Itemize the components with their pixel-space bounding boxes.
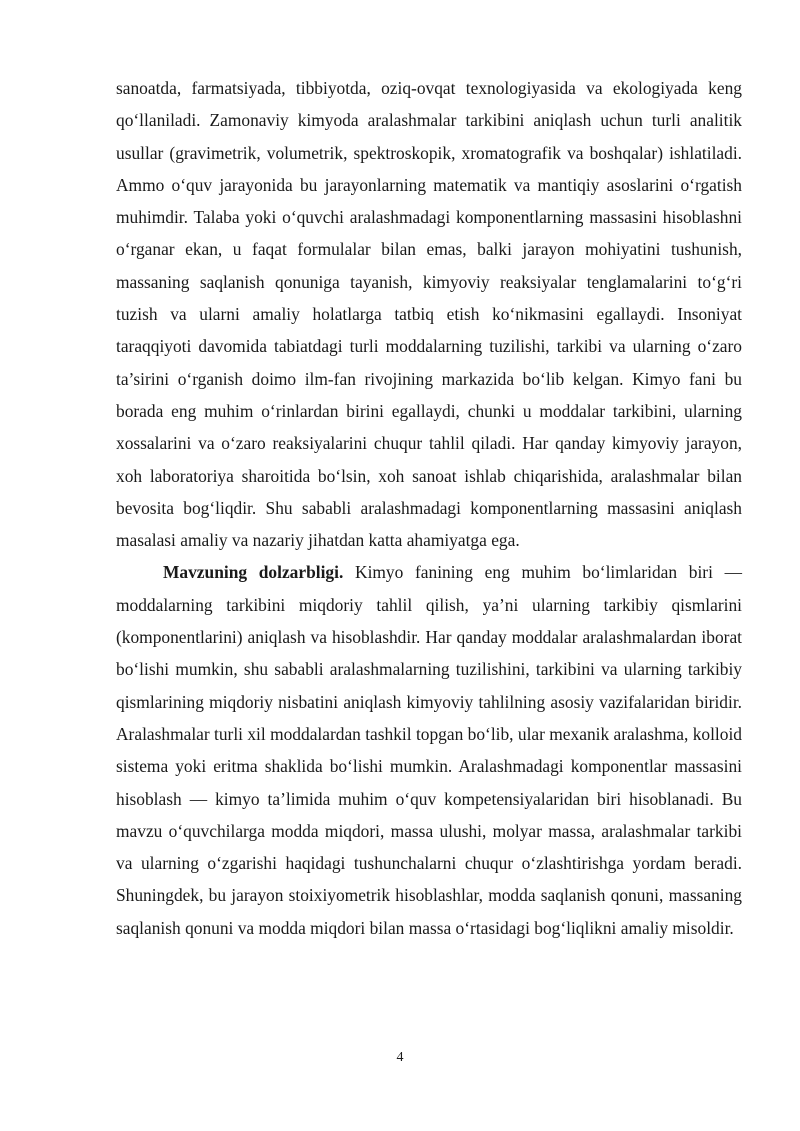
- paragraph-relevance-body: Kimyo fanining eng muhim bo‘limlaridan biri — moddalarning tarkibini miqdoriy tahlil qilish, ya’ni ularning tarkibiy qismlarini (komponentlarini) aniqlash va hisoblashdir. Har qanday moddalar aralashmalardan iborat bo‘lishi mumkin, shu sababli aralashmalarning tuzilishini, tarkibini va ularning tarkibiy qismlarining miqdoriy nisbatini aniqlash kimyoviy tahlilning asosiy vazifalaridan biridir. Aralashmalar turli xil moddalardan tashkil topgan bo‘lib, ular mexanik aralashma, kolloid sistema yoki eritma shaklida bo‘lishi mumkin. Aralashmadagi komponentlar massasini hisoblash — kimyo ta’limida muhim o‘quv kompetensiyalaridan biri hisoblanadi. Bu mavzu o‘quvchilarga modda miqdori, massa ulushi, molyar massa, aralashmalar tarkibi va ularning o‘zgarishi haqidagi tushunchalarni chuqur o‘zlashtirishga yordam beradi. Shuningdek, bu jarayon stoixiyometrik hisoblashlar, modda saqlanish qonuni, massaning saqlanish qonuni va modda miqdori bilan massa o‘rtasidagi bog‘liqlikni amaliy misoldir.: [116, 562, 742, 938]
- paragraph-relevance: [116, 556, 742, 944]
- section-lead-heading: Mavzuning dolzarbligi.: [163, 562, 344, 583]
- page-number: 4: [396, 1050, 404, 1065]
- paragraph-continuation: sanoatda, farmatsiyada, tibbiyotda, oziq-ovqat texnologiyasida va ekologiyada keng qo‘llaniladi. Zamonaviy kimyoda aralashmalar tarkibini aniqlash uchun turli analitik usullar (gravimetrik, volumetrik, spektroskopik, xromatografik va boshqalar) ishlatiladi. Ammo o‘quv jarayonida bu jarayonlarning matematik va mantiqiy asoslarini o‘rgatish muhimdir. Talaba yoki o‘quvchi aralashmadagi komponentlarning massasini hisoblashni o‘rganar ekan, u faqat formulalar bilan emas, balki jarayon mohiyatini tushunish, massaning saqlanish qonuniga tayanish, kimyoviy reaksiyalar tenglamalarini to‘g‘ri tuzish va ularni amaliy holatlarga tatbiq etish ko‘nikmasini egallaydi. Insoniyat taraqqiyoti davomida tabiatdagi turli moddalarning tuzilishi, tarkibi va ularning o‘zaro ta’sirini o‘rganish doimo ilm-fan rivojining markazida bo‘lib kelgan. Kimyo fani bu borada eng muhim o‘rinlardan birini egallaydi, chunki u moddalar tarkibini, ularning xossalarini va o‘zaro reaksiyalarini chuqur tahlil qiladi. Har qanday kimyoviy jarayon, xoh laboratoriya sharoitida bo‘lsin, xoh sanoat ishlab chiqarishida, aralashmalar bilan bevosita bog‘liqdir. Shu sababli aralashmadagi komponentlarning massasini aniqlash masalasi amaliy va nazariy jihatdan katta ahamiyatga ega.: [116, 78, 742, 551]
- body-text: [116, 72, 742, 944]
